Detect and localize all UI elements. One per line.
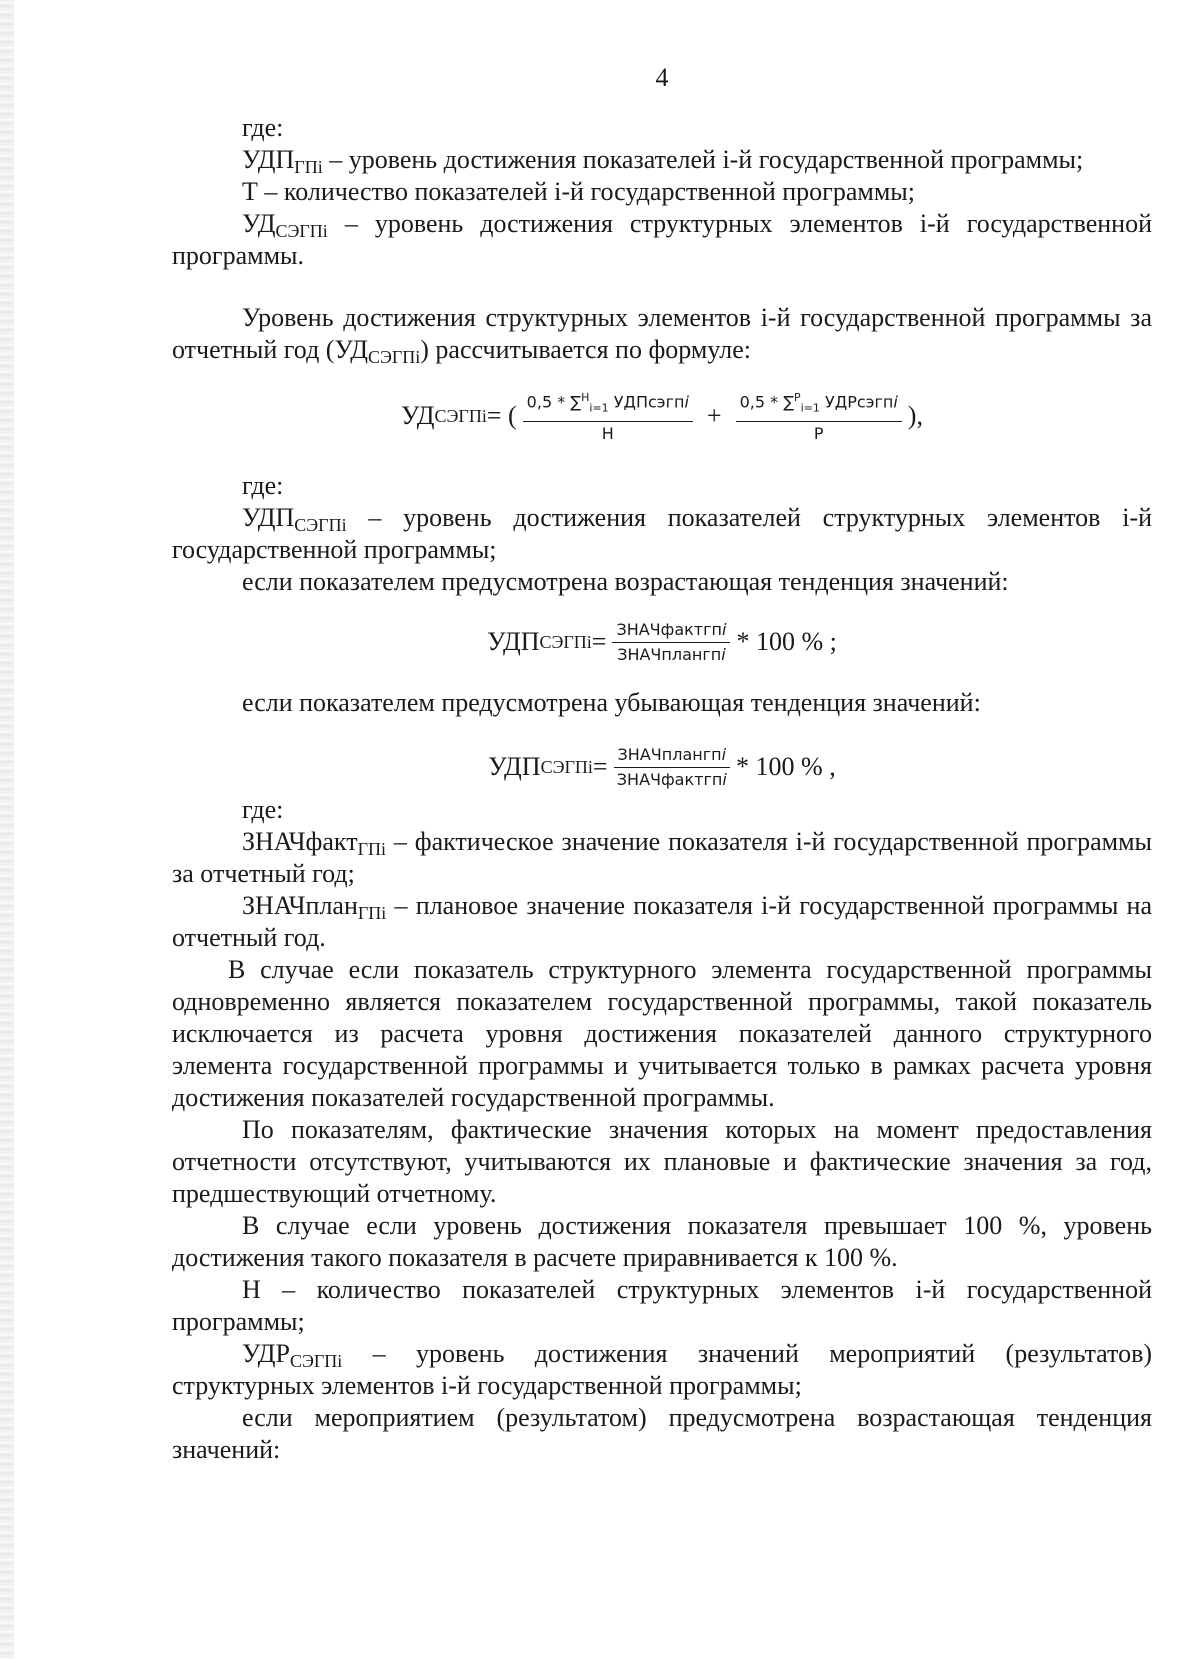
def-udp-segp: $УДП_{СЭГПi}$ – уровень достижения показателей структурных элементов i-й государственной программы;: [172, 502, 1152, 564]
def-ud-segp: $УД_{СЭГПi}$ – уровень достижения структурных элементов i-й государственной программы.: [172, 209, 1152, 270]
page-number: 4: [655, 63, 669, 92]
increasing-trend-text: если показателем предусмотрена возрастающая тенденция значений:: [242, 566, 1009, 596]
def-n: Н – количество показателей структурных элементов i-й государственной программы;: [172, 1274, 1152, 1336]
def-udp-gp: $УДП_{ГПi}$ – уровень достижения показателей i-й государственной программы;: [242, 145, 1084, 177]
fraction-udr: $\frac{0,5 * \sum^P_{i=1} УДРсэгпi}{P}$: [736, 388, 902, 444]
paragraph-cap-100: В случае если уровень достижения показателя превышает 100 %, уровень достижения такого показателя в расчете приравнивается к 100 %.: [172, 1210, 1152, 1272]
event-increasing-trend-text: если мероприятием (результатом) предусмотрена возрастающая тенденция значений:: [172, 1402, 1152, 1464]
scan-edge-artifact: [0, 0, 14, 1659]
formula-udp-increasing: УДП СЭГПi = $\frac{\text{ЗНАЧфактгпi}}{\text{ЗНАЧплангпi}}$ * 100 % ;: [487, 619, 837, 664]
fraction-udp: $\frac{0,5 * \sum^Н_{i=1} УДПсэгпi}{Н}$: [523, 388, 693, 444]
paragraph-missing-values: По показателям, фактические значения которых на момент предоставления отчетности отсутствуют, учитываются их плановые и фактические значения за год, предшествующий отчетному.: [172, 1114, 1152, 1208]
def-znach-fact: ЗНАЧфакт$_{ГПi}$ – фактическое значение показателя i-й государственной программы за отчетный год;: [172, 826, 1152, 888]
where-label-2: где:: [242, 470, 284, 500]
paragraph-indicator-overlap: В случае если показатель структурного элемента государственной программы одновременно является показателем государственной программы, такой показатель исключается из расчета уровня достижения показателей данного структурного элемента государственной программы и учитывается только в рамках расчета уровня достижения показателей государственной программы.: [172, 954, 1152, 1112]
where-label-3: где:: [242, 794, 284, 824]
spacer: [172, 272, 1152, 302]
def-t: Т – количество показателей i-й государственной программы;: [242, 177, 915, 206]
fraction-fact-plan: $\frac{\text{ЗНАЧфактгпi}}{\text{ЗНАЧплангпi}}$: [612, 620, 730, 665]
document-page: [172, 62, 1152, 1466]
def-znach-plan: ЗНАЧплан$_{ГПi}$ – плановое значение показателя i-й государственной программы на отчетный год.: [172, 890, 1152, 952]
decreasing-trend-text: если показателем предусмотрена убывающая тенденция значений:: [242, 687, 981, 717]
formula-ud-segp: УД СЭГПi = ( $\frac{0,5 * \sum^Н_{i=1} УДПсэгпi}{Н}$ + $\frac{0,5 * \sum^P_{i=1} УДРсэгпi}{P}$ ),: [172, 388, 1152, 444]
def-udr-segp: $УДР_{СЭГПi}$ – уровень достижения значений мероприятий (результатов) структурных элементов i-й государственной программы;: [172, 1338, 1152, 1400]
where-label-1: где:: [242, 113, 284, 142]
intro-paragraph: Уровень достижения структурных элементов i-й государственной программы за отчетный год $(УД_{СЭГПi})$ рассчитывается по формуле:: [172, 303, 1152, 367]
fraction-plan-fact: $\frac{\text{ЗНАЧплангпi}}{\text{ЗНАЧфактгпi}}$: [614, 745, 730, 790]
formula-udp-decreasing: УДП СЭГПi = $\frac{\text{ЗНАЧплангпi}}{\text{ЗНАЧфактгпi}}$ * 100 % ,: [488, 744, 836, 789]
